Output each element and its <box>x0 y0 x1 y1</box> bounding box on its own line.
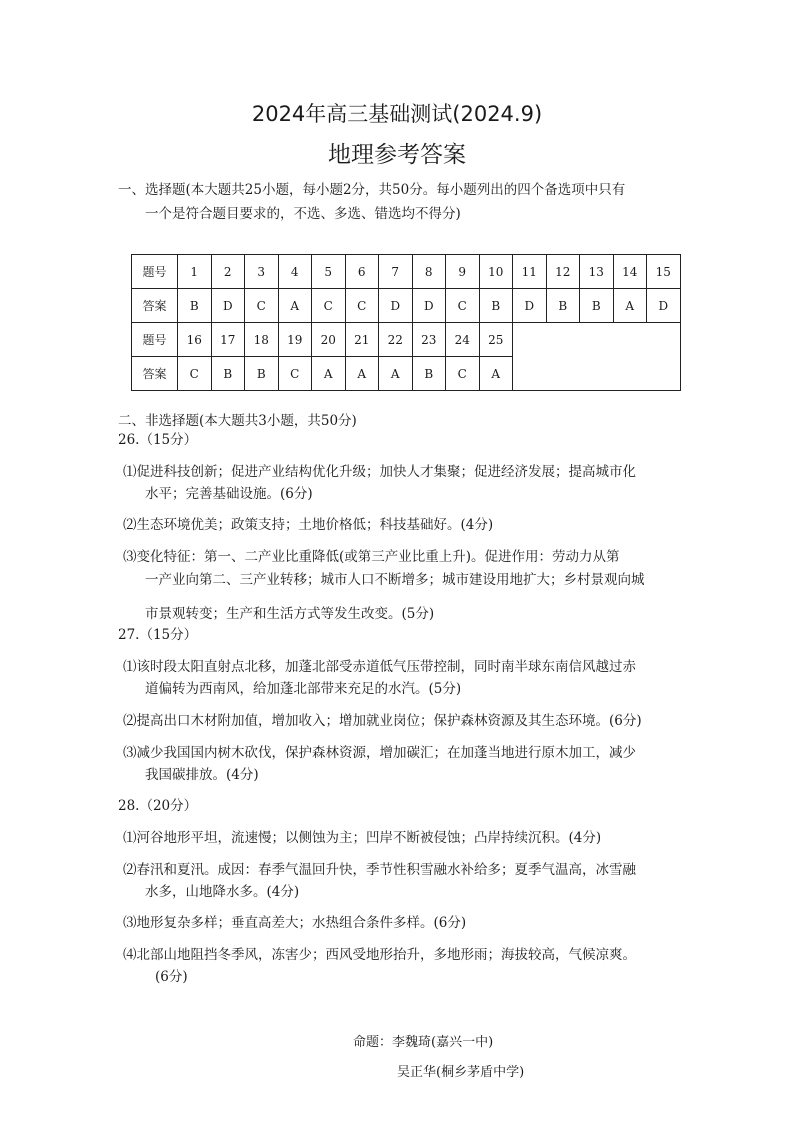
q27-answer-3-cont: 我国碳排放。(4分) <box>145 767 259 783</box>
answer-cell: A <box>312 357 346 391</box>
q28-answer-2: ⑵春汛和夏汛。成因：春季气温回升快，季节性积雪融水补给多；夏季气温高，冰雪融 <box>123 862 636 878</box>
answer-cell: D <box>513 289 547 323</box>
answer-cell: C <box>178 357 212 391</box>
answer-cell: B <box>245 357 279 391</box>
question-number: 21 <box>345 323 379 357</box>
question-number: 13 <box>580 255 614 289</box>
question-number: 11 <box>513 255 547 289</box>
question-number: 19 <box>278 323 312 357</box>
question-number: 4 <box>278 255 312 289</box>
question-number: 2 <box>211 255 245 289</box>
question-number: 20 <box>312 323 346 357</box>
q26-answer-2: ⑵生态环境优美；政策支持；土地价格低；科技基础好。(4分) <box>123 517 494 533</box>
answer-cell: B <box>580 289 614 323</box>
answer-table <box>131 254 681 391</box>
q26-answer-3: ⑶变化特征：第一、二产业比重降低(或第三产业比重上升)。促进作用：劳动力从第 <box>123 549 620 565</box>
question-number: 3 <box>245 255 279 289</box>
answer-cell: C <box>446 289 480 323</box>
q26-answer-1: ⑴促进科技创新；促进产业结构优化升级；加快人才集聚；促进经济发展；提高城市化 <box>123 464 636 480</box>
part1-heading-cont: 一个是符合题目要求的，不选、多选、错选均不得分) <box>145 206 461 222</box>
answer-cell: C <box>345 289 379 323</box>
answer-cell: A <box>345 357 379 391</box>
answer-cell: A <box>379 357 413 391</box>
page-title: 2024年高三基础测试(2024.9) <box>251 102 543 126</box>
question-number: 10 <box>479 255 513 289</box>
answer-cell: C <box>446 357 480 391</box>
author-line-2: 吴正华(桐乡茅盾中学) <box>397 1065 525 1080</box>
q27-label: 27.（15分） <box>118 627 198 643</box>
question-number: 7 <box>379 255 413 289</box>
question-number: 18 <box>245 323 279 357</box>
answer-cell: D <box>412 289 446 323</box>
question-number: 9 <box>446 255 480 289</box>
answer-cell: B <box>546 289 580 323</box>
q26-answer-1-cont: 水平；完善基础设施。(6分) <box>145 486 313 502</box>
answer-cell: C <box>278 357 312 391</box>
question-number: 5 <box>312 255 346 289</box>
row-label-question: 题号 <box>132 323 178 357</box>
question-number: 1 <box>178 255 212 289</box>
part1-heading: 一、选择题(本大题共25小题，每小题2分，共50分。每小题列出的四个备选项中只有 <box>118 182 626 198</box>
question-number: 17 <box>211 323 245 357</box>
q28-answer-1: ⑴河谷地形平坦，流速慢；以侧蚀为主；凹岸不断被侵蚀；凸岸持续沉积。(4分) <box>123 830 602 846</box>
q26-label: 26.（15分） <box>118 432 198 448</box>
answer-cell: B <box>412 357 446 391</box>
question-number: 12 <box>546 255 580 289</box>
answer-cell: C <box>312 289 346 323</box>
q28-answer-2-cont: 水多，山地降水多。(4分) <box>145 884 300 900</box>
question-number: 25 <box>479 323 513 357</box>
answer-cell: A <box>479 357 513 391</box>
question-number: 16 <box>178 323 212 357</box>
table-row <box>132 255 681 289</box>
row-label-answer: 答案 <box>132 289 178 323</box>
question-number: 23 <box>412 323 446 357</box>
answer-cell: A <box>613 289 647 323</box>
table-blank-area <box>513 323 681 391</box>
q27-answer-1-cont: 道偏转为西南风，给加蓬北部带来充足的水汽。(5分) <box>145 681 462 697</box>
row-label-answer: 答案 <box>132 357 178 391</box>
answer-cell: B <box>178 289 212 323</box>
q26-answer-3-cont2: 市景观转变；生产和生活方式等发生改变。(5分) <box>145 606 435 622</box>
question-number: 14 <box>613 255 647 289</box>
q26-answer-3-cont: 一产业向第二、三产业转移；城市人口不断增多；城市建设用地扩大；乡村景观向城 <box>145 572 645 588</box>
answer-cell: B <box>211 357 245 391</box>
part2-heading: 二、非选择题(本大题共3小题，共50分) <box>118 413 357 429</box>
answer-cell: C <box>245 289 279 323</box>
answer-cell: D <box>379 289 413 323</box>
q27-answer-1: ⑴该时段太阳直射点北移，加蓬北部受赤道低气压带控制，同时南半球东南信风越过赤 <box>123 659 636 675</box>
question-number: 15 <box>647 255 681 289</box>
question-number: 24 <box>446 323 480 357</box>
q27-answer-2: ⑵提高出口木材附加值，增加收入；增加就业岗位；保护森林资源及其生态环境。(6分) <box>123 713 642 729</box>
q28-label: 28.（20分） <box>118 798 198 814</box>
answer-cell: D <box>647 289 681 323</box>
answer-cell: A <box>278 289 312 323</box>
question-number: 8 <box>412 255 446 289</box>
row-label-question: 题号 <box>132 255 178 289</box>
question-number: 22 <box>379 323 413 357</box>
answer-cell: D <box>211 289 245 323</box>
q28-answer-4: ⑷北部山地阻挡冬季风，冻害少；西风受地形抬升，多地形雨；海拔较高，气候凉爽。 <box>123 947 636 963</box>
page-subtitle: 地理参考答案 <box>328 142 466 168</box>
author-line-1: 命题：李魏琦(嘉兴一中) <box>353 1035 494 1050</box>
q28-answer-4-cont: (6分) <box>155 969 188 985</box>
answer-cell: B <box>479 289 513 323</box>
table-row <box>132 289 681 323</box>
q28-answer-3: ⑶地形复杂多样；垂直高差大；水热组合条件多样。(6分) <box>123 915 467 931</box>
q27-answer-3: ⑶减少我国国内树木砍伐，保护森林资源，增加碳汇；在加蓬当地进行原木加工，减少 <box>123 745 636 761</box>
table-row <box>132 323 681 357</box>
question-number: 6 <box>345 255 379 289</box>
